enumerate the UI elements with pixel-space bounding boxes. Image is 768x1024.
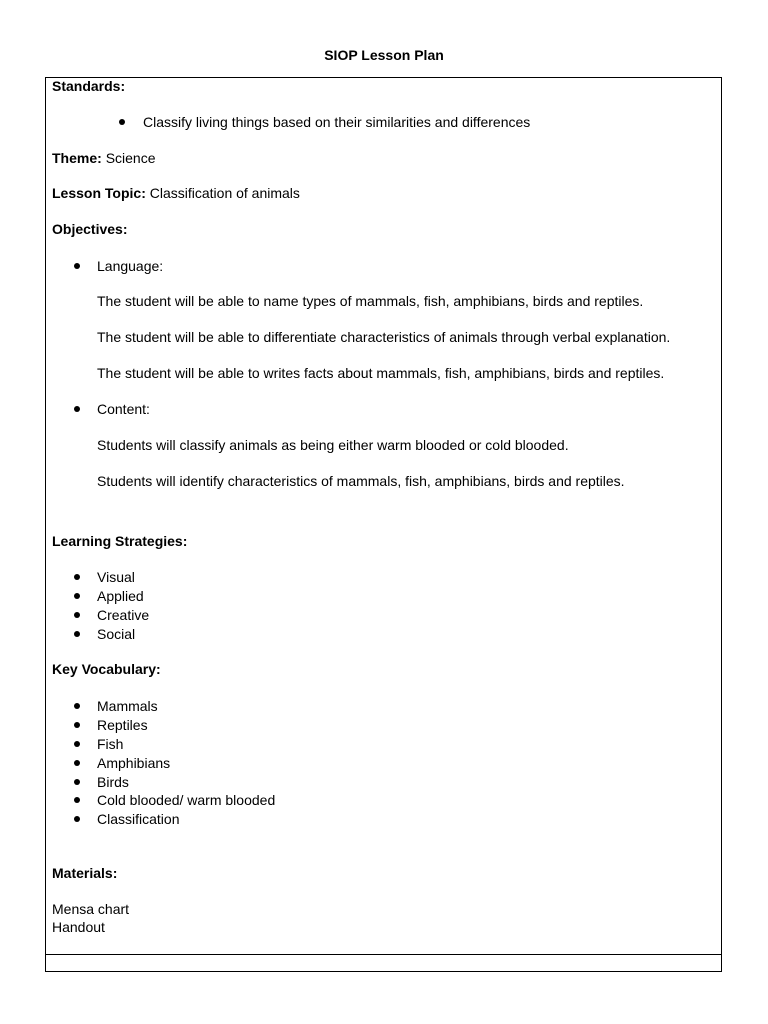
bullet-icon	[74, 703, 80, 709]
lesson-topic-value: Classification of animals	[149, 185, 300, 201]
bullet-icon	[74, 406, 80, 412]
bullet-icon	[74, 631, 80, 637]
bullet-icon	[74, 612, 80, 618]
vocabulary-item: Amphibians	[97, 755, 171, 771]
bullet-icon	[74, 779, 80, 785]
strategy-item: Social	[97, 626, 136, 642]
objective-content-line: Students will classify animals as being either warm blooded or cold blooded.	[97, 437, 569, 453]
vocabulary-item: Cold blooded/ warm blooded	[97, 792, 276, 808]
strategy-item: Creative	[97, 607, 150, 623]
lesson-topic-label: Lesson Topic:	[52, 185, 146, 201]
objective-language-line: The student will be able to differentiate characteristics of animals through verbal explanation.	[97, 329, 671, 345]
bullet-icon	[74, 574, 80, 580]
bullet-icon	[74, 816, 80, 822]
objective-content-line: Students will identify characteristics of mammals, fish, amphibians, birds and reptiles.	[97, 473, 625, 489]
vocabulary-item: Fish	[97, 736, 124, 752]
bullet-icon	[74, 797, 80, 803]
theme-value: Science	[105, 150, 156, 166]
vocabulary-item: Classification	[97, 811, 180, 827]
learning-strategies-heading: Learning Strategies:	[52, 533, 188, 549]
bullet-icon	[119, 119, 125, 125]
bullet-icon	[74, 593, 80, 599]
lesson-plan-box	[45, 77, 722, 972]
bullet-icon	[74, 722, 80, 728]
material-item: Handout	[52, 919, 105, 935]
objective-language-label: Language:	[97, 258, 164, 274]
standards-item: Classify living things based on their similarities and differences	[143, 114, 531, 130]
vocabulary-item: Reptiles	[97, 717, 148, 733]
document-title: SIOP Lesson Plan	[324, 47, 444, 63]
bullet-icon	[74, 741, 80, 747]
theme-label: Theme:	[52, 150, 102, 166]
bullet-icon	[74, 760, 80, 766]
objective-language-line: The student will be able to name types of mammals, fish, amphibians, birds and reptiles.	[97, 293, 644, 309]
bullet-icon	[74, 263, 80, 269]
objective-language-line: The student will be able to writes facts about mammals, fish, amphibians, birds and reptiles.	[97, 365, 665, 381]
theme-line	[52, 149, 156, 167]
objective-content-label: Content:	[97, 401, 150, 417]
key-vocabulary-heading: Key Vocabulary:	[52, 661, 161, 677]
vocabulary-item: Birds	[97, 774, 129, 790]
strategy-item: Visual	[97, 569, 135, 585]
vocabulary-item: Mammals	[97, 698, 158, 714]
material-item: Mensa chart	[52, 901, 130, 917]
lesson-topic-line	[52, 184, 300, 202]
objectives-heading: Objectives:	[52, 221, 128, 237]
table-divider	[46, 954, 721, 955]
materials-heading: Materials:	[52, 865, 118, 881]
standards-heading: Standards:	[52, 78, 126, 94]
strategy-item: Applied	[97, 588, 144, 604]
